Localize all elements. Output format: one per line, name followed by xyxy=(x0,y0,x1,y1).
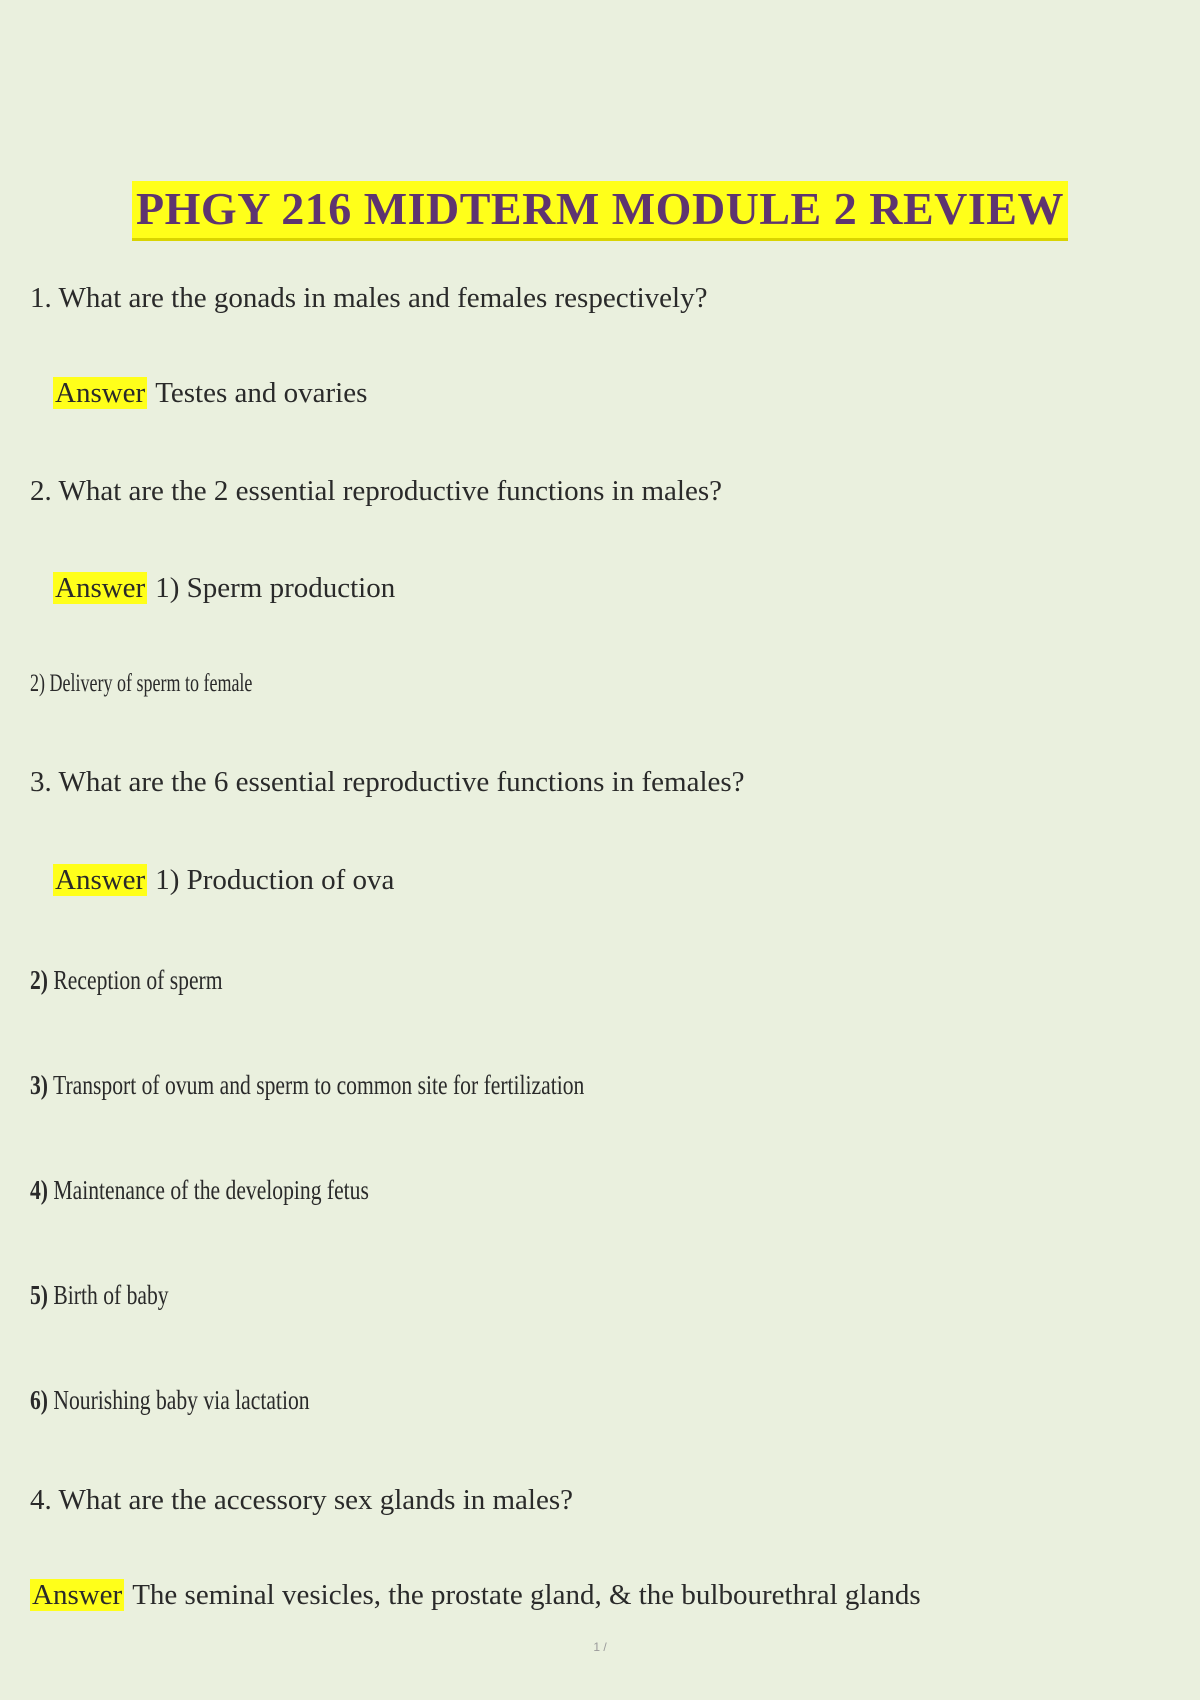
list-number: 2) xyxy=(30,670,45,697)
answer-3-item-4 xyxy=(30,1174,369,1206)
answer-text: The seminal vesicles, the prostate gland, & the bulbourethral glands xyxy=(132,1579,921,1611)
question-1: 1. What are the gonads in males and females respectively? xyxy=(30,282,708,314)
answer-label: Answer xyxy=(55,864,146,896)
answer-1 xyxy=(53,376,367,411)
question-4: 4. What are the accessory sex glands in males? xyxy=(30,1484,574,1516)
answer-3-item-6 xyxy=(30,1384,310,1416)
list-text: Birth of baby xyxy=(53,1280,169,1310)
page-title-text: PHGY 216 MIDTERM MODULE 2 REVIEW xyxy=(132,181,1068,241)
answer-text: 1) Sperm production xyxy=(155,572,396,604)
answer-label: Answer xyxy=(55,377,146,409)
answer-text: 1) Production of ova xyxy=(155,864,395,896)
answer-3-item-5 xyxy=(30,1279,169,1311)
list-number: 6) xyxy=(30,1385,48,1415)
page-title xyxy=(0,183,1200,234)
answer-2-item-2 xyxy=(30,669,252,699)
list-text: Transport of ovum and sperm to common site for fertilization xyxy=(53,1070,585,1100)
list-text: Reception of sperm xyxy=(53,965,223,995)
answer-2 xyxy=(53,571,395,606)
answer-label: Answer xyxy=(32,1579,123,1611)
question-2: 2. What are the 2 essential reproductive functions in males? xyxy=(30,475,723,507)
answer-label: Answer xyxy=(55,572,146,604)
list-text: Maintenance of the developing fetus xyxy=(53,1175,369,1205)
question-3: 3. What are the 6 essential reproductive functions in females? xyxy=(30,766,745,798)
list-number: 3) xyxy=(30,1070,48,1100)
list-number: 4) xyxy=(30,1175,48,1205)
list-number: 2) xyxy=(30,965,48,995)
answer-text: Testes and ovaries xyxy=(155,377,368,409)
answer-3-item-3 xyxy=(30,1069,584,1101)
list-text: Nourishing baby via lactation xyxy=(53,1385,310,1415)
list-number: 5) xyxy=(30,1280,48,1310)
answer-3 xyxy=(53,863,394,898)
answer-3-item-2 xyxy=(30,964,223,996)
list-text: Delivery of sperm to female xyxy=(49,670,253,697)
answer-4 xyxy=(30,1578,921,1613)
page-number: 1 / xyxy=(593,1640,607,1654)
